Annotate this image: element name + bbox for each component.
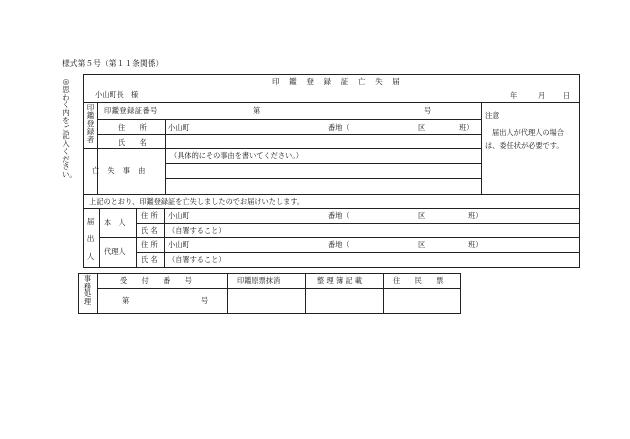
loss-reason-label: 亡 失 事 由 [92,166,146,175]
ledger-entry-header: 整 理 簿 記 載 [317,276,363,285]
self-address-label: 住 所 [141,211,158,220]
divider [84,102,579,103]
declaration-text: 上記のとおり、印鑑登録証を亡失しましたのでお届けいたします。 [89,197,305,206]
self-name-field[interactable]: （自署すること） [168,226,226,235]
registrant-address-town[interactable]: 小山町 [168,123,190,132]
self-address-banchi: 番地（ [328,211,350,220]
divider [136,252,579,253]
registrant-section-label: 印鑑登録者 [86,103,95,144]
office-label: 事務処理 [83,274,92,306]
divider [97,273,98,314]
divider [84,208,579,209]
seal-register-cell[interactable] [229,290,304,312]
receipt-number-suffix: 号 [201,296,209,305]
divider [383,273,384,314]
divider [97,119,481,120]
agent-address-town[interactable]: 小山町 [168,240,190,249]
receipt-number-prefix: 第 [122,296,130,305]
registrant-name-label: 氏 名 [118,138,147,147]
self-address-han: 班） [468,211,483,220]
addressee: 小山町長 様 [95,90,139,99]
seal-register-header: 印鑑原票抹消 [237,276,281,285]
agent-name-label: 氏 名 [141,255,158,264]
notes-title: 注意 [485,111,500,120]
resident-card-header: 住 民 票 [393,276,444,285]
registrant-address-banchi: 番地（ [328,123,350,132]
divider [227,273,228,314]
registrant-name-field[interactable] [168,135,478,147]
divider [481,102,482,194]
agent-name-field[interactable]: （自署すること） [168,255,226,264]
divider [136,223,579,224]
cert-number-prefix: 第 [253,106,261,115]
self-label: 本 人 [104,218,126,227]
resident-card-cell[interactable] [385,290,459,312]
loss-reason-field[interactable] [168,164,478,193]
cert-number-suffix: 号 [424,106,432,115]
notes-body: 届出人が代理人の場合は、委任状が必要です。 [485,128,564,150]
divider [84,194,579,195]
ledger-entry-cell[interactable] [307,290,382,312]
divider [97,288,460,289]
form-title: 印 鑑 登 録 証 亡 失 届 [272,77,401,86]
receipt-number-header: 受 付 番 号 [120,276,192,285]
registrant-address-han: 班） [459,123,474,132]
self-address-town[interactable]: 小山町 [168,211,190,220]
side-note: ◎思わく内をご記入ください。 [62,77,77,180]
applicant-section-label: 届出人 [86,217,95,261]
loss-reason-hint: （具体的にその事由を書いてください。） [170,151,303,160]
cert-number-field[interactable] [268,104,418,118]
form-number: 様式第５号（第１１条関係） [62,59,164,68]
agent-address-han: 班） [468,240,483,249]
agent-label: 代理人 [104,247,126,256]
registrant-address-ku: 区 [418,123,426,132]
agent-address-banchi: 番地（ [328,240,350,249]
self-name-label: 氏 名 [141,226,158,235]
divider [84,148,481,149]
divider [99,237,579,238]
date-day[interactable]: 日 [563,91,571,100]
date-month[interactable]: 月 [538,91,546,100]
divider [305,273,306,314]
self-address-ku: 区 [418,211,426,220]
cert-number-label: 印鑑登録証番号 [104,106,158,115]
agent-address-ku: 区 [418,240,426,249]
agent-address-label: 住 所 [141,240,158,249]
registrant-address-label: 住 所 [118,123,147,132]
date-year[interactable]: 年 [510,91,518,100]
divider [165,148,166,194]
